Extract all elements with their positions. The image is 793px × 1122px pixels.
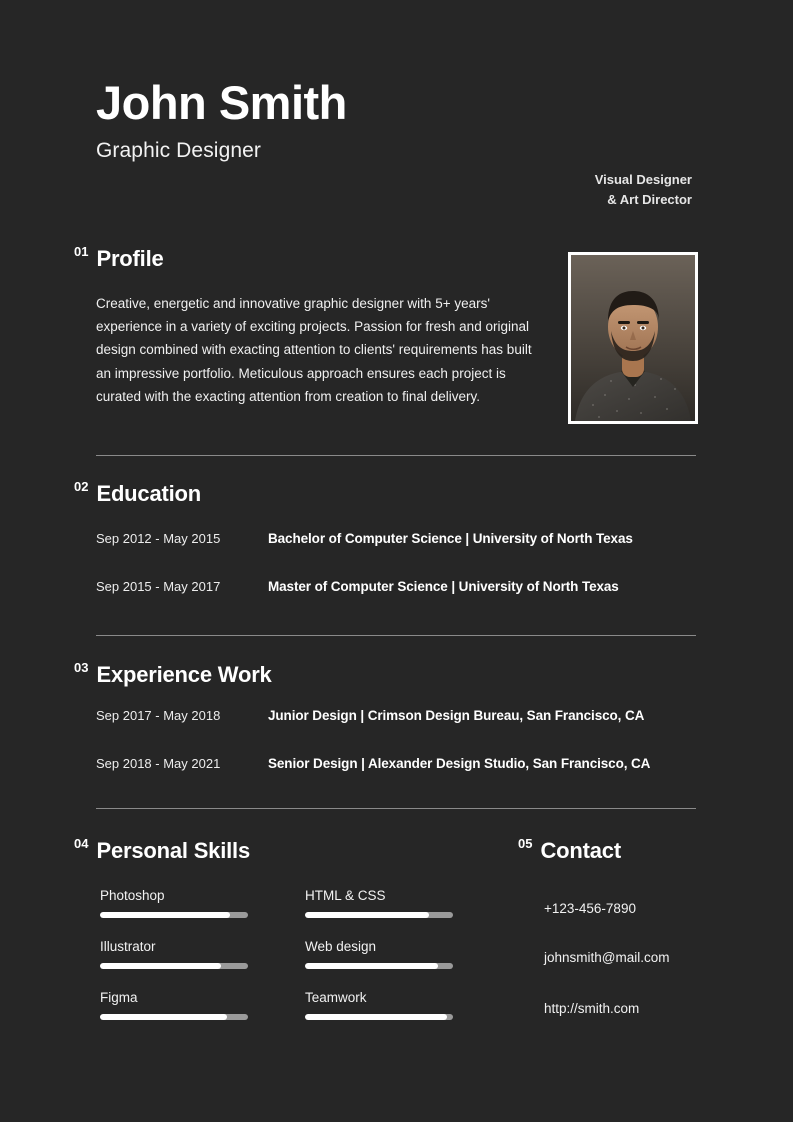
divider-2 [96,635,696,636]
experience-desc: Junior Design | Crimson Design Bureau, San Francisco, CA [268,708,645,723]
section-title-education: Education [96,481,202,506]
divider-3 [96,808,696,809]
header [96,78,696,163]
header-tagline [472,170,692,209]
education-desc: Bachelor of Computer Science | University of North Texas [268,531,633,546]
skill-item [100,990,248,1020]
experience-desc: Senior Design | Alexander Design Studio, San Francisco, CA [268,756,651,771]
skill-bar-fill [305,963,438,969]
skill-label: Illustrator [100,939,156,954]
section-title-skills: Personal Skills [96,838,250,863]
skill-bar-track [100,912,248,918]
experience-date: Sep 2017 - May 2018 [96,708,221,723]
skill-bar-fill [100,963,221,969]
section-header-experience [74,662,272,688]
section-number-contact: 05 [518,836,533,851]
skill-bar-track [100,963,248,969]
section-title-contact: Contact [540,838,621,863]
experience-row [96,756,650,771]
skill-bar-track [305,963,453,969]
experience-row [96,708,644,723]
section-title-profile: Profile [96,246,164,271]
skill-bar-fill [100,1014,227,1020]
skill-bar-fill [305,912,429,918]
tagline-line-1: Visual Designer [594,172,692,187]
contact-email[interactable]: johnsmith@mail.com [544,950,670,965]
experience-date: Sep 2018 - May 2021 [96,756,221,771]
section-number-profile: 01 [74,244,89,259]
avatar [568,252,698,424]
section-number-education: 02 [74,479,89,494]
page-title: John Smith [96,76,347,129]
education-date: Sep 2015 - May 2017 [96,579,221,594]
skill-item [100,939,248,969]
education-desc: Master of Computer Science | University of North Texas [268,579,619,594]
education-date: Sep 2012 - May 2015 [96,531,221,546]
contact-phone[interactable]: +123-456-7890 [544,901,636,916]
skill-label: Teamwork [305,990,367,1005]
section-title-experience: Experience Work [96,662,272,687]
section-number-skills: 04 [74,836,89,851]
skill-item [305,888,453,918]
section-number-experience: 03 [74,660,89,675]
section-header-profile [74,246,164,272]
skill-bar-fill [100,912,230,918]
education-row [96,531,633,546]
education-row [96,579,619,594]
skill-bar-track [100,1014,248,1020]
skill-bar-fill [305,1014,447,1020]
skill-item [305,990,453,1020]
skill-label: Figma [100,990,138,1005]
section-header-education [74,481,201,507]
skill-bar-track [305,912,453,918]
skill-item [305,939,453,969]
skill-bar-track [305,1014,453,1020]
section-header-contact [518,838,621,864]
tagline-line-2: & Art Director [607,191,692,207]
profile-text: Creative, energetic and innovative graphic designer with 5+ years' experience in a variety of exciting projects. Passion for fresh and original design combined with exacting attention to clients' requirements has built an impressive portfolio. Meticulous approach ensures each project is curated with the exacting attention from creation to final delivery. [96,296,532,404]
skill-label: HTML & CSS [305,888,386,903]
section-header-skills [74,838,250,864]
skill-label: Photoshop [100,888,165,903]
contact-website[interactable]: http://smith.com [544,1001,640,1016]
portrait-photo [571,255,695,421]
skill-item [100,888,248,918]
skill-label: Web design [305,939,377,954]
divider-1 [96,455,696,456]
job-title: Graphic Designer [96,139,262,163]
